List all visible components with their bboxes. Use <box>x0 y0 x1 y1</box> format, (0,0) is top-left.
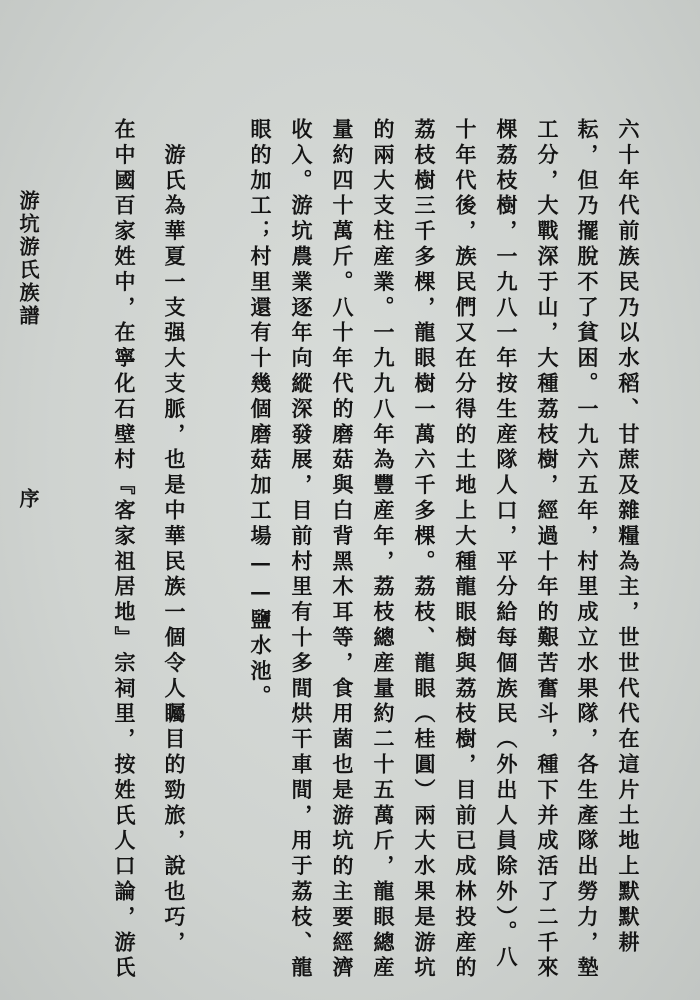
text-column: 的兩大支柱産業。一九九八年為豐産年，荔枝總産量約二十五萬斤，龍眼總産 <box>371 118 396 982</box>
text-column: 十年代後，族民們又在分得的土地上大種龍眼樹與荔枝樹，目前已成林投産的 <box>453 118 478 982</box>
side-book-title: 游坑游氏族譜 <box>16 190 40 328</box>
side-section-label: 序 <box>16 488 40 511</box>
text-column: 耘，但乃擺脫不了貧困。一九六五年，村里成立水果隊，各生產隊出勞力，墊 <box>575 118 600 982</box>
text-column: 在中國百家姓中，在寧化石壁村『客家祖居地』宗祠里，按姓氏人口論，游氏 <box>112 118 137 982</box>
text-column: 眼的加工；村里還有十幾個磨菇加工場——鹽水池。 <box>248 118 273 711</box>
text-column: 工分，大戰深于山，大種荔枝樹，經過十年的艱苦奮斗，種下并成活了二千來 <box>535 118 560 982</box>
text-column: 量約四十萬斤。八十年代的磨菇與白背黑木耳等，食用菌也是游坑的主要經濟 <box>330 118 355 982</box>
text-column: 六十年代前族民乃以水稻、甘蔗及雜糧為主，世世代代在這片土地上默默耕 <box>616 118 641 957</box>
text-column: 荔枝樹三千多棵，龍眼樹一萬六千多棵。荔枝、龍眼（桂圓）兩大水果是游坑 <box>412 118 437 982</box>
text-column: 收入。游坑農業逐年向縱深發展，目前村里有十多間烘干車間，用于荔枝、龍 <box>289 118 314 982</box>
text-column: 游氏為華夏一支强大支脈，也是中華民族一個令人矚目的勁旅，說也巧， <box>162 118 187 957</box>
text-column: 棵荔枝樹，一九八一年按生産隊人口，平分給每個族民（外出人員除外）。八 <box>494 118 519 972</box>
